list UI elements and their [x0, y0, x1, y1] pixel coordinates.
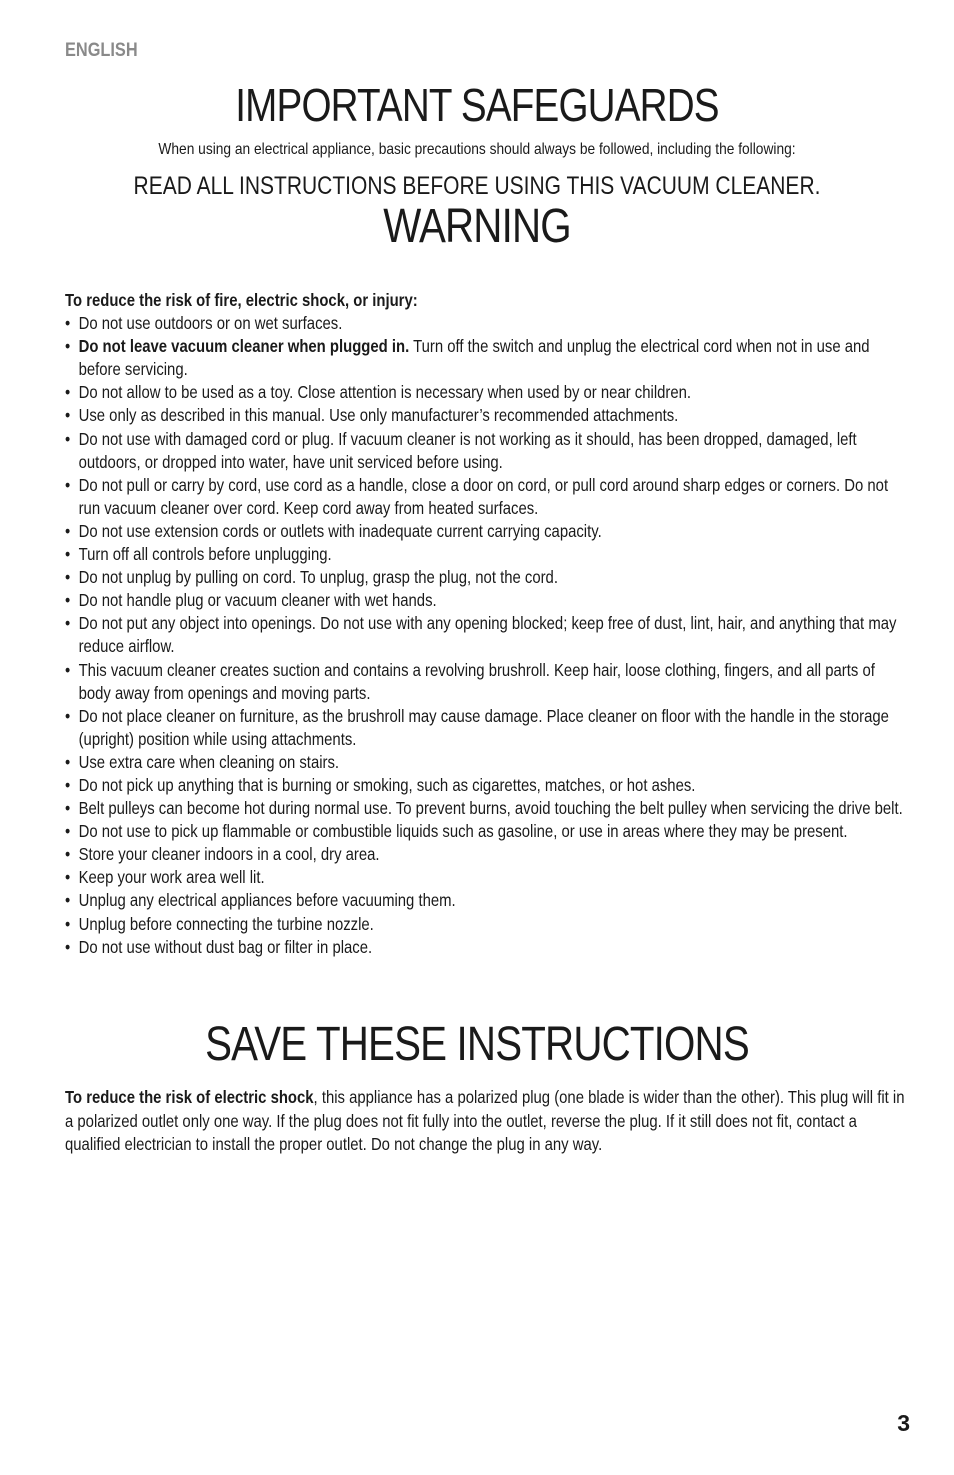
safeguard-item — [65, 474, 907, 520]
safeguard-item — [65, 312, 907, 335]
safeguard-item-text: Unplug any electrical appliances before vacuuming them. — [78, 890, 456, 911]
safeguard-item — [65, 889, 907, 912]
safeguard-item — [65, 774, 907, 797]
safeguard-item-text: Do not place cleaner on furniture, as the brushroll may cause damage. Place cleaner on floor with the handle in the storage (upright) position while using attachments. — [78, 705, 889, 749]
electric-shock-text: , this appliance has a polarized plug (one blade is wider than the other). This plug will fit in a polarized outlet only one way. If the plug does not fit fully into the outlet, reverse the plug. If it still does not fit, contact a qualified electrician to install the proper outlet. Do not change the plug in any way. — [65, 1087, 905, 1155]
safeguard-item-text: Do not allow to be used as a toy. Close attention is necessary when used by or near children. — [78, 382, 692, 403]
safeguard-item-text: Do not use to pick up flammable or combustible liquids such as gasoline, or use in areas where they may be present. — [78, 821, 848, 842]
safeguard-item — [65, 543, 907, 566]
safeguard-item-text: Keep your work area well lit. — [78, 867, 265, 888]
safeguard-item-text: Do not handle plug or vacuum cleaner with wet hands. — [78, 590, 437, 611]
page-title: IMPORTANT SAFEGUARDS — [235, 79, 719, 131]
safeguard-item — [65, 751, 907, 774]
safeguard-item-bold: Do not leave vacuum cleaner when plugged in. — [78, 336, 410, 357]
safeguard-item-text: Do not unplug by pulling on cord. To unplug, grasp the plug, not the cord. — [78, 567, 558, 588]
safeguard-item — [65, 404, 907, 427]
safeguard-item — [65, 335, 907, 381]
safeguard-item-text: Do not put any object into openings. Do not use with any opening blocked; keep free of dust, lint, hair, and anything that may reduce airflow. — [78, 613, 897, 657]
safeguard-item — [65, 797, 907, 820]
save-instructions-heading: SAVE THESE INSTRUCTIONS — [205, 1018, 749, 1071]
intro-text: When using an electrical appliance, basic precautions should always be followed, including the following: — [158, 141, 796, 158]
safeguard-item — [65, 659, 907, 705]
safeguard-item — [65, 381, 907, 404]
safeguard-item — [65, 936, 907, 959]
warning-section — [65, 289, 907, 959]
safeguard-item — [65, 612, 907, 658]
safeguard-item-text: Turn off all controls before unplugging. — [78, 544, 332, 565]
safeguard-item — [65, 520, 907, 543]
safeguard-item — [65, 566, 907, 589]
safeguard-item-text: Unplug before connecting the turbine nozzle. — [78, 913, 374, 934]
safeguard-item-text: Do not use without dust bag or filter in place. — [78, 936, 373, 957]
warning-heading: WARNING — [383, 200, 571, 253]
page-number: 3 — [897, 1410, 910, 1436]
warning-lead-text: To reduce the risk of fire, electric shock, or injury: — [65, 290, 418, 310]
safeguard-item-text: Do not pick up anything that is burning or smoking, such as cigarettes, matches, or hot ashes. — [78, 774, 696, 795]
safeguard-item — [65, 428, 907, 474]
read-all-instructions-notice: READ ALL INSTRUCTIONS BEFORE USING THIS VACUUM CLEANER. — [133, 172, 821, 200]
safeguard-item — [65, 820, 907, 843]
safeguard-item-text: Do not use with damaged cord or plug. If vacuum cleaner is not working as it should, has been dropped, damaged, left outdoors, or dropped into water, have unit serviced before using. — [78, 428, 857, 472]
electric-shock-lead: To reduce the risk of electric shock — [65, 1087, 314, 1107]
safeguard-item-text: Use extra care when cleaning on stairs. — [78, 751, 340, 772]
electric-shock-paragraph — [65, 1086, 907, 1157]
safeguard-item-text: Turn off the switch and unplug the electrical cord when not in use and before servicing. — [78, 336, 870, 380]
safeguard-item — [65, 913, 907, 936]
safeguard-item-text: Belt pulleys can become hot during normal use. To prevent burns, avoid touching the belt pulley when servicing the drive belt. — [78, 798, 903, 819]
safeguard-item-text: Do not use outdoors or on wet surfaces. — [78, 313, 343, 334]
safeguard-item-text: Store your cleaner indoors in a cool, dry area. — [78, 844, 380, 865]
safeguard-item-text: Use only as described in this manual. Use only manufacturer’s recommended attachments. — [78, 405, 679, 426]
safeguard-item — [65, 866, 907, 889]
safeguard-item — [65, 589, 907, 612]
safeguard-item — [65, 843, 907, 866]
safeguard-item-text: Do not pull or carry by cord, use cord as a handle, close a door on cord, or pull cord around sharp edges or corners. Do not run vacuum cleaner over cord. Keep cord away from heated surfaces. — [78, 474, 889, 518]
safeguard-list — [65, 312, 907, 959]
language-label: ENGLISH — [65, 40, 138, 61]
safeguard-item-text: This vacuum cleaner creates suction and contains a revolving brushroll. Keep hair, loose clothing, fingers, and all parts of body away from openings and moving parts. — [78, 659, 875, 703]
safeguard-item-text: Do not use extension cords or outlets with inadequate current carrying capacity. — [78, 520, 602, 541]
safeguard-item — [65, 705, 907, 751]
